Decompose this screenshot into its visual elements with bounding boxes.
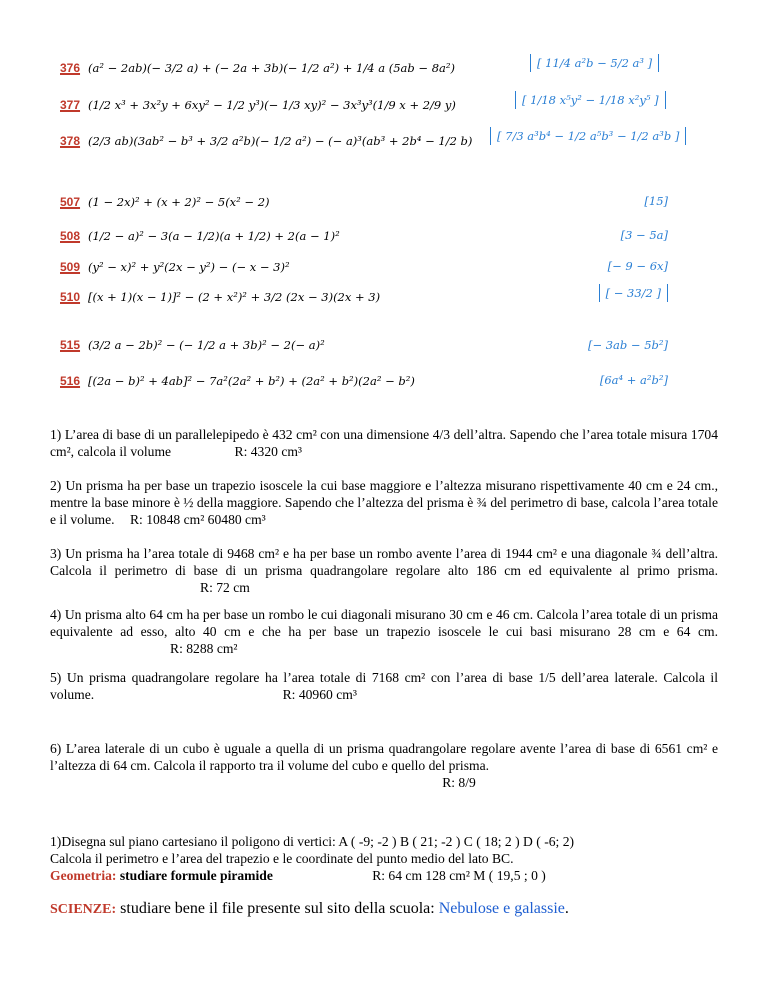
- problem-result: R: 72 cm: [200, 580, 250, 595]
- exercise-expression: [(2a − b)² + 4ab]² − 7a²(2a² + b²) + (2a² + b²)(2a² − b²): [88, 374, 415, 388]
- exercise-row: [60, 256, 290, 278]
- exercise-answer: [ 1/18 x⁵y² − 1/18 x²y⁵ ]: [515, 91, 666, 109]
- problem-4: [50, 606, 718, 657]
- problem-text: 6) L’area laterale di un cubo è uguale a quella di un prisma quadrangolare regolare avente l’area di base di 6561 cm² e l’altezza di 64 cm. Calcola il rapporto tra il volume del cubo e quello del prisma.: [50, 741, 718, 773]
- exercise-expression: (1 − 2x)² + (x + 2)² − 5(x² − 2): [88, 195, 270, 209]
- problem-result: R: 64 cm 128 cm² M ( 19,5 ; 0 ): [372, 868, 546, 883]
- geometria-line: [50, 868, 273, 884]
- scienze-line: [50, 900, 569, 918]
- exercise-row: [60, 57, 455, 79]
- exercise-row: [60, 94, 456, 116]
- exercise-row: [60, 334, 325, 356]
- exercise-expression: [(x + 1)(x − 1)]² − (2 + x²)² + 3/2 (2x − 3)(2x + 3): [88, 290, 381, 304]
- geometria-text: studiare formule piramide: [116, 868, 273, 883]
- problem-2: [50, 477, 718, 528]
- problem-6: [50, 740, 718, 791]
- problem-text: 1) L’area di base di un parallelepipedo è 432 cm² con una dimensione 4/3 dell’altra. Sapendo che l’area totale misura 1704 cm², calcola il volume: [50, 427, 718, 459]
- exercise-number: 378: [60, 134, 81, 148]
- exercise-number: 510: [60, 290, 81, 304]
- problem-text: 1)Disegna sul piano cartesiano il poligono di vertici: A ( -9; -2 ) B ( 21; -2 ) C ( 18; 2 ) D ( -6; 2) Calcola il perimetro e l’area del trapezio e le coordinate del punto medio del lato BC.: [50, 834, 575, 866]
- exercise-expression: (3/2 a − 2b)² − (− 1/2 a + 3b)² − 2(− a)²: [88, 338, 325, 352]
- exercise-answer: [− 9 − 6x]: [607, 259, 668, 273]
- exercise-answer: [3 − 5a]: [620, 228, 668, 242]
- exercise-row: [60, 286, 380, 308]
- problem-result: R: 10848 cm² 60480 cm³: [129, 512, 266, 527]
- problem-text: 4) Un prisma alto 64 cm ha per base un rombo le cui diagonali misurano 30 cm e 46 cm. Calcola l’area totale di un prisma equivalente ad esso, alto 40 cm e che ha per base un trapezio isoscele le cui basi misurano 28 cm e 64 cm.: [50, 607, 718, 639]
- exercise-answer: [6a⁴ + a²b²]: [599, 373, 668, 387]
- scienze-text: studiare bene il file presente sul sito della scuola:: [116, 900, 439, 917]
- problem-3: [50, 545, 718, 596]
- exercise-number: 508: [60, 229, 81, 243]
- exercise-answer: [ − 33/2 ]: [599, 284, 668, 302]
- problem-7: [50, 816, 718, 901]
- scienze-end: .: [564, 900, 569, 917]
- scienze-link[interactable]: Nebulose e galassie: [438, 900, 565, 917]
- exercise-row: [60, 191, 270, 213]
- exercise-expression: (1/2 x³ + 3x²y + 6xy² − 1/2 y³)(− 1/3 xy)² − 3x³y³(1/9 x + 2/9 y): [88, 98, 456, 112]
- exercise-expression: (a² − 2ab)(− 3/2 a) + (− 2a + 3b)(− 1/2 a²) + 1/4 a (5ab − 8a²): [88, 61, 455, 75]
- problem-1: [50, 426, 718, 460]
- exercise-row: [60, 225, 340, 247]
- exercise-number: 376: [60, 61, 81, 75]
- problem-result: R: 8/9: [442, 775, 476, 790]
- exercise-row: [60, 130, 472, 152]
- geometria-label: Geometria:: [50, 868, 117, 883]
- exercise-number: 507: [60, 195, 81, 209]
- exercise-answer: [ 11/4 a²b − 5/2 a³ ]: [530, 54, 659, 72]
- exercise-expression: (y² − x)² + y²(2x − y²) − (− x − 3)²: [88, 260, 290, 274]
- exercise-answer: [15]: [644, 194, 668, 208]
- problem-result: R: 8288 cm²: [170, 641, 238, 656]
- scienze-label: SCIENZE:: [50, 902, 117, 917]
- exercise-expression: (1/2 − a)² − 3(a − 1/2)(a + 1/2) + 2(a − 1)²: [88, 229, 340, 243]
- problem-text: 3) Un prisma ha l’area totale di 9468 cm² e ha per base un rombo avente l’area di 1944 cm² e una diagonale ¾ dell’altra. Calcola il perimetro di base di un prisma quadrangolare regolare alto 186 cm ed equivalente al primo prisma.: [50, 546, 718, 578]
- exercise-number: 509: [60, 260, 81, 274]
- exercise-row: [60, 370, 415, 392]
- exercise-number: 515: [60, 338, 81, 352]
- exercise-number: 516: [60, 374, 81, 388]
- exercise-answer: [− 3ab − 5b²]: [587, 338, 668, 352]
- exercise-answer: [ 7/3 a³b⁴ − 1/2 a⁵b³ − 1/2 a³b ]: [490, 127, 686, 145]
- problem-result: R: 4320 cm³: [234, 444, 303, 459]
- exercise-expression: (2/3 ab)(3ab² − b³ + 3/2 a²b)(− 1/2 a²) − (− a)³(ab³ + 2b⁴ − 1/2 b): [88, 134, 473, 148]
- problem-5: [50, 669, 718, 703]
- problem-result: R: 40960 cm³: [282, 687, 357, 702]
- problem-text: 5) Un prisma quadrangolare regolare ha l’area totale di 7168 cm² con l’area di base 1/5 dell’area laterale. Calcola il volume.: [50, 670, 718, 702]
- problem-text: 2) Un prisma ha per base un trapezio isoscele la cui base maggiore e l’altezza misurano rispettivamente 40 cm e 24 cm., mentre la base minore è ½ della maggiore. Sapendo che l’altezza del prisma è ¾ del perimetro di base, calcola l’area totale e il volume.: [50, 478, 718, 527]
- exercise-number: 377: [60, 98, 81, 112]
